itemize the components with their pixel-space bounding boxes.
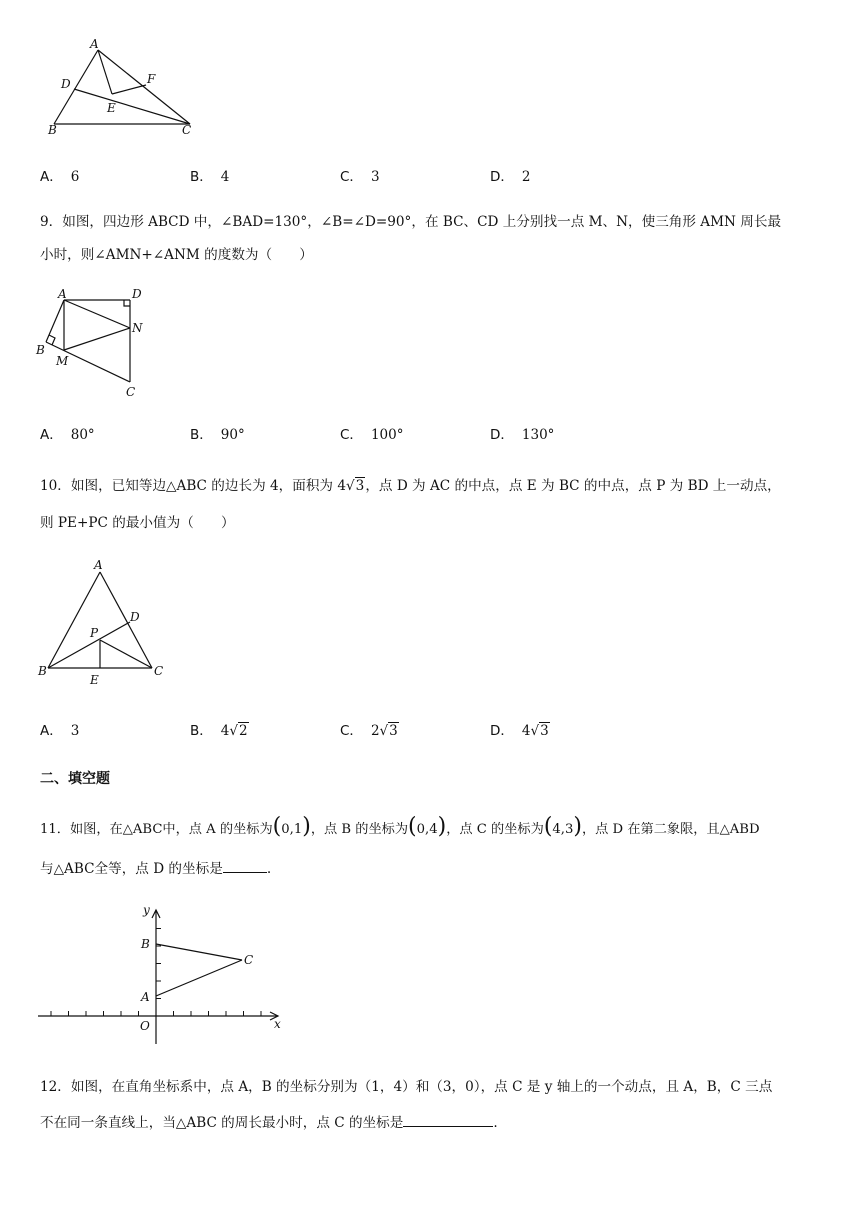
q9-label-d: D	[132, 287, 142, 301]
q11-label-o: O	[140, 1019, 150, 1033]
q10-label-e: E	[90, 673, 99, 687]
q11-label-a: A	[141, 990, 150, 1004]
q10-label-p: P	[90, 626, 99, 640]
q11-label-b: B	[141, 937, 150, 951]
q8-option-a: A． 6	[40, 169, 80, 185]
q9-option-b: B． 90°	[190, 427, 245, 443]
q9-label-m: M	[56, 354, 69, 368]
q9-text-line2: 小时，则∠AMN+∠ANM 的度数为（ ）	[40, 247, 313, 263]
q11-text-line1: 11．如图，在△ABC中，点 A 的坐标为(0,1)，点 B 的坐标为(0,4)，点 C 的坐标为(4,3)，点 D 在第二象限，且△ABD	[40, 814, 760, 839]
q8-label-a: A	[90, 37, 99, 51]
q10-option-b: B． 4√2	[190, 723, 248, 739]
answer-blank[interactable]	[223, 858, 267, 873]
q9-label-n: N	[132, 321, 143, 335]
q8-label-e: E	[107, 101, 116, 115]
q11-label-y: y	[143, 903, 150, 917]
q11-figure	[34, 898, 294, 1048]
q8-label-c: C	[182, 123, 192, 137]
q10-option-a: A． 3	[40, 723, 80, 739]
q8-option-d: D． 2	[490, 169, 531, 185]
answer-blank[interactable]	[403, 1112, 493, 1127]
q8-option-c: C． 3	[340, 169, 380, 185]
q8-figure	[44, 36, 204, 144]
q10-label-b: B	[38, 664, 47, 678]
q9-option-a: A． 80°	[40, 427, 95, 443]
q10-text-line1: 10．如图，已知等边△ABC 的边长为 4，面积为 4√3，点 D 为 AC 的中点，点 E 为 BC 的中点，点 P 为 BD 上一动点，	[40, 478, 781, 494]
q10-text-line2: 则 PE+PC 的最小值为（ ）	[40, 515, 235, 531]
q11-label-c: C	[244, 953, 254, 967]
q9-label-a: A	[58, 287, 67, 301]
q10-option-c: C． 2√3	[340, 723, 398, 739]
q9-option-c: C． 100°	[340, 427, 404, 443]
q10-figure	[34, 556, 174, 688]
section-title: 二、填空题	[40, 771, 110, 787]
q8-label-f: F	[147, 72, 156, 86]
q11-label-x: x	[274, 1017, 281, 1031]
q12-text-line2: 不在同一条直线上，当△ABC 的周长最小时，点 C 的坐标是 .	[40, 1112, 498, 1133]
q9-label-c: C	[126, 385, 136, 399]
q9-option-d: D． 130°	[490, 427, 555, 443]
sqrt-symbol: √3	[345, 478, 365, 494]
q12-text-line1: 12．如图，在直角坐标系中，点 A，B 的坐标分别为（1，4）和（3，0），点 C 是 y 轴上的一个动点，且 A，B，C 三点	[40, 1079, 773, 1095]
q10-option-d: D． 4√3	[490, 723, 549, 739]
q10-label-a: A	[94, 558, 103, 572]
q8-label-b: B	[48, 123, 57, 137]
q11-text-line2: 与△ABC全等，点 D 的坐标是 .	[40, 858, 271, 879]
q10-label-d: D	[130, 610, 140, 624]
q9-text-line1: 9．如图，四边形 ABCD 中，∠BAD=130°，∠B=∠D=90°，在 BC、CD 上分别找一点 M、N，使三角形 AMN 周长最	[40, 214, 782, 230]
q9-figure	[34, 286, 154, 402]
q9-label-b: B	[36, 343, 45, 357]
q10-label-c: C	[154, 664, 164, 678]
q8-label-d: D	[61, 77, 71, 91]
q8-option-b: B． 4	[190, 169, 230, 185]
